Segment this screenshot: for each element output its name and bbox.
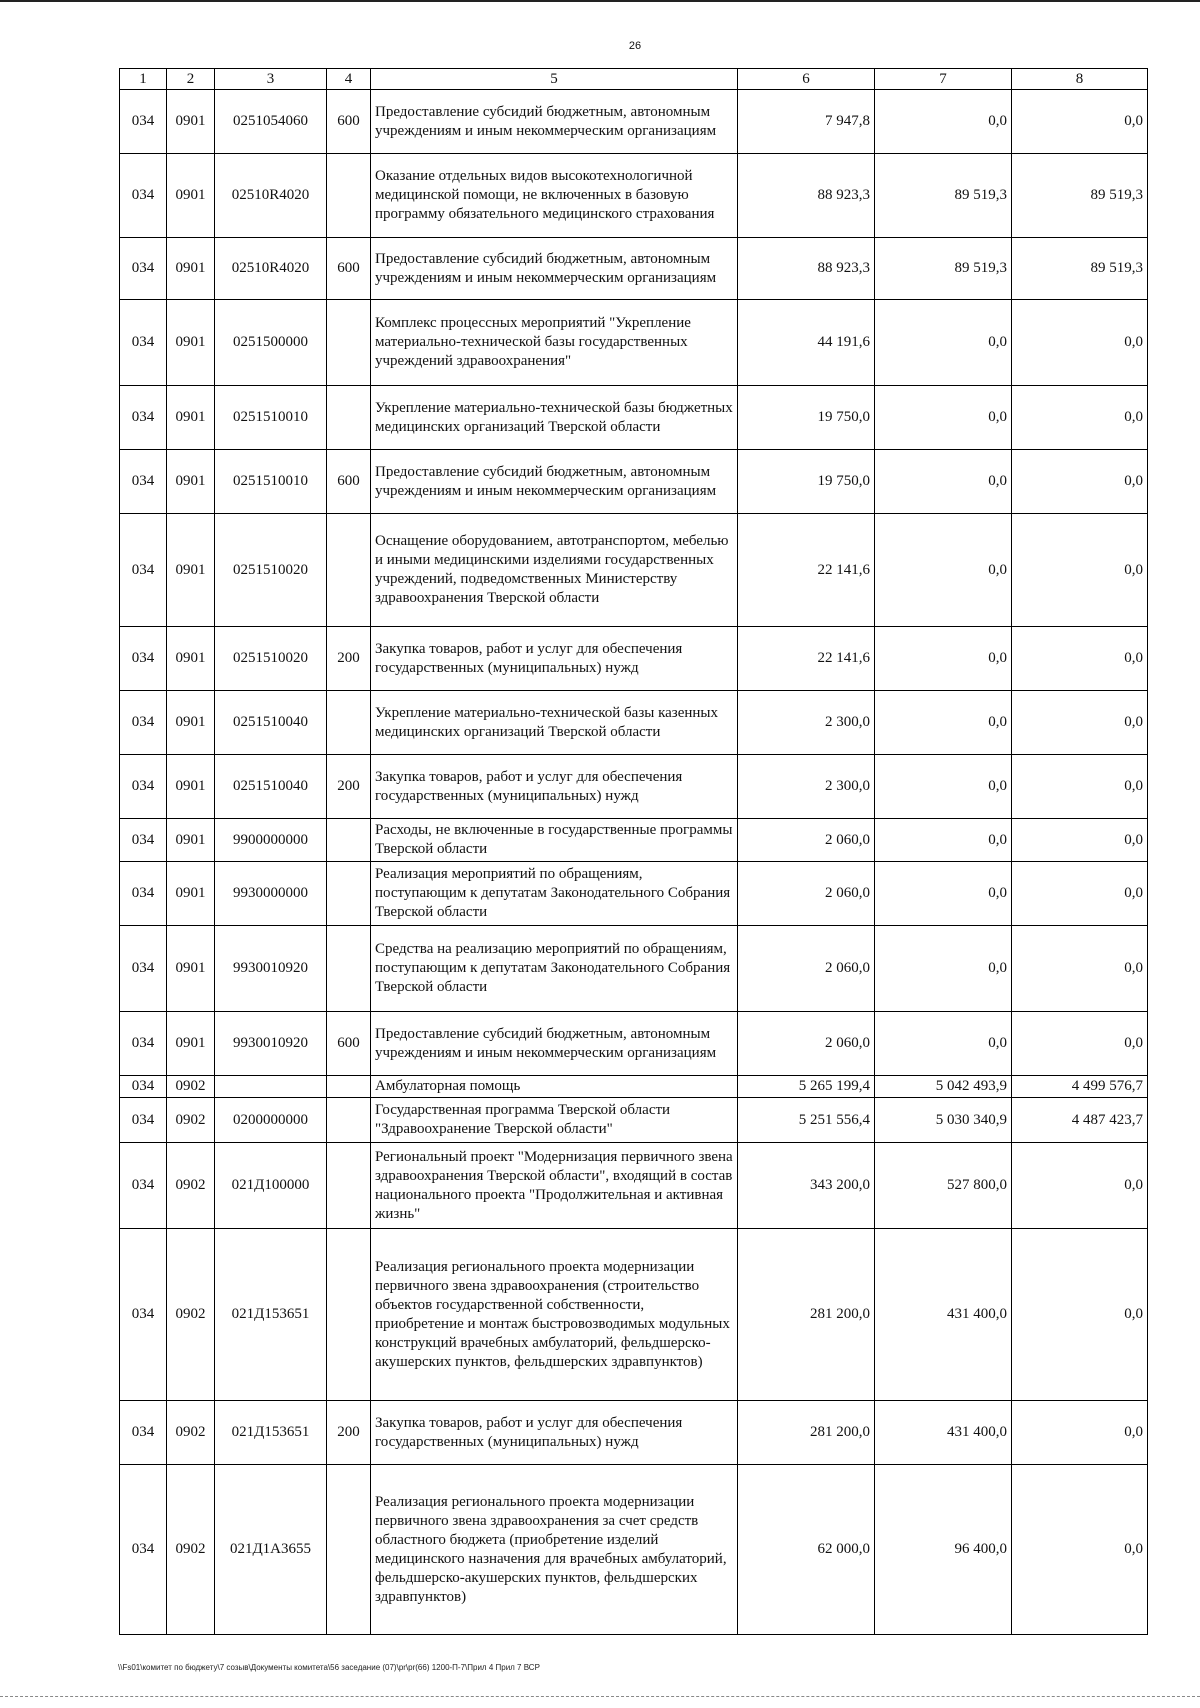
cell-description: Закупка товаров, работ и услуг для обеспечения государственных (муниципальных) нужд: [371, 1401, 738, 1465]
cell-admin-code: 034: [120, 1076, 167, 1098]
cell-description: Амбулаторная помощь: [371, 1076, 738, 1098]
cell-description: Комплекс процессных мероприятий "Укрепление материально-технической базы государственных учреждений здравоохранения": [371, 300, 738, 386]
cell-expense-type: 600: [327, 238, 371, 300]
cell-expense-type: 200: [327, 627, 371, 691]
cell-amount-col8: 0,0: [1012, 755, 1148, 819]
cell-amount-col7: 0,0: [875, 450, 1012, 514]
cell-target-article: 9900000000: [215, 819, 327, 862]
cell-description: Государственная программа Тверской области "Здравоохранение Тверской области": [371, 1098, 738, 1143]
budget-table: [119, 68, 1148, 1635]
cell-amount-col7: 431 400,0: [875, 1401, 1012, 1465]
cell-amount-col6: 19 750,0: [738, 386, 875, 450]
cell-description: Закупка товаров, работ и услуг для обеспечения государственных (муниципальных) нужд: [371, 627, 738, 691]
cell-amount-col7: 0,0: [875, 627, 1012, 691]
cell-expense-type: [327, 1465, 371, 1635]
cell-amount-col8: 0,0: [1012, 1012, 1148, 1076]
cell-description: Предоставление субсидий бюджетным, автономным учреждениям и иным некоммерческим организациям: [371, 1012, 738, 1076]
cell-target-article: 021Д100000: [215, 1143, 327, 1229]
cell-target-article: 0200000000: [215, 1098, 327, 1143]
cell-amount-col7: 527 800,0: [875, 1143, 1012, 1229]
cell-expense-type: [327, 386, 371, 450]
cell-amount-col8: 0,0: [1012, 450, 1148, 514]
cell-target-article: 0251510040: [215, 755, 327, 819]
cell-amount-col6: 5 251 556,4: [738, 1098, 875, 1143]
cell-amount-col6: 2 060,0: [738, 1012, 875, 1076]
cell-amount-col7: 0,0: [875, 862, 1012, 926]
cell-admin-code: 034: [120, 154, 167, 238]
cell-section-code: 0901: [167, 386, 215, 450]
cell-expense-type: [327, 862, 371, 926]
cell-description: Предоставление субсидий бюджетным, автономным учреждениям и иным некоммерческим организациям: [371, 90, 738, 154]
column-header: 2: [167, 69, 215, 90]
cell-admin-code: 034: [120, 926, 167, 1012]
column-header: 5: [371, 69, 738, 90]
cell-admin-code: 034: [120, 300, 167, 386]
cell-section-code: 0901: [167, 450, 215, 514]
cell-amount-col6: 22 141,6: [738, 514, 875, 627]
file-path-footer: \\Fs01\комитет по бюджету\7 созыв\Документы комитета\56 заседание (07)\pr\pr(66) 1200-П-7\Прил 4 Прил 7 ВСР: [118, 1663, 540, 1672]
column-header: 7: [875, 69, 1012, 90]
cell-admin-code: 034: [120, 1143, 167, 1229]
cell-section-code: 0901: [167, 926, 215, 1012]
cell-target-article: 0251510010: [215, 450, 327, 514]
cell-amount-col6: 2 060,0: [738, 819, 875, 862]
column-header: 8: [1012, 69, 1148, 90]
cell-target-article: 0251054060: [215, 90, 327, 154]
cell-amount-col6: 88 923,3: [738, 238, 875, 300]
cell-amount-col6: 62 000,0: [738, 1465, 875, 1635]
cell-admin-code: 034: [120, 755, 167, 819]
cell-expense-type: [327, 926, 371, 1012]
cell-amount-col8: 0,0: [1012, 926, 1148, 1012]
cell-amount-col8: 0,0: [1012, 514, 1148, 627]
cell-amount-col7: 0,0: [875, 691, 1012, 755]
cell-amount-col7: 5 042 493,9: [875, 1076, 1012, 1098]
cell-amount-col6: 19 750,0: [738, 450, 875, 514]
cell-amount-col7: 0,0: [875, 819, 1012, 862]
cell-amount-col6: 44 191,6: [738, 300, 875, 386]
cell-description: Укрепление материально-технической базы бюджетных медицинских организаций Тверской области: [371, 386, 738, 450]
cell-target-article: 021Д153651: [215, 1229, 327, 1401]
cell-amount-col7: 0,0: [875, 755, 1012, 819]
column-header: 4: [327, 69, 371, 90]
cell-amount-col7: 96 400,0: [875, 1465, 1012, 1635]
cell-amount-col8: 0,0: [1012, 819, 1148, 862]
cell-amount-col7: 5 030 340,9: [875, 1098, 1012, 1143]
cell-description: Оказание отдельных видов высокотехнологичной медицинской помощи, не включенных в базовую программу обязательного медицинского страхования: [371, 154, 738, 238]
cell-amount-col8: 0,0: [1012, 691, 1148, 755]
cell-amount-col8: 4 487 423,7: [1012, 1098, 1148, 1143]
cell-expense-type: 600: [327, 1012, 371, 1076]
column-header: 3: [215, 69, 327, 90]
cell-admin-code: 034: [120, 819, 167, 862]
cell-description: Региональный проект "Модернизация первичного звена здравоохранения Тверской области", входящий в состав национального проекта "Продолжительная и активная жизнь": [371, 1143, 738, 1229]
cell-expense-type: 200: [327, 755, 371, 819]
cell-section-code: 0901: [167, 755, 215, 819]
cell-amount-col6: 88 923,3: [738, 154, 875, 238]
cell-amount-col6: 2 060,0: [738, 926, 875, 1012]
cell-amount-col6: 2 060,0: [738, 862, 875, 926]
cell-expense-type: 600: [327, 450, 371, 514]
cell-amount-col7: 0,0: [875, 300, 1012, 386]
scan-bottom-edge: [0, 1696, 1200, 1698]
page-number: 26: [628, 40, 642, 52]
scan-top-edge: [0, 0, 1200, 2]
cell-description: Средства на реализацию мероприятий по обращениям, поступающим к депутатам Законодательного Собрания Тверской области: [371, 926, 738, 1012]
cell-amount-col8: 89 519,3: [1012, 154, 1148, 238]
table-row: [120, 300, 1148, 386]
table-row: [120, 1143, 1148, 1229]
cell-target-article: 0251510020: [215, 514, 327, 627]
cell-amount-col7: 0,0: [875, 926, 1012, 1012]
cell-amount-col7: 0,0: [875, 1012, 1012, 1076]
cell-expense-type: [327, 1229, 371, 1401]
cell-section-code: 0901: [167, 514, 215, 627]
cell-expense-type: [327, 300, 371, 386]
cell-section-code: 0902: [167, 1401, 215, 1465]
table-row: [120, 450, 1148, 514]
cell-description: Оснащение оборудованием, автотранспортом, мебелью и иными медицинскими изделиями государственных учреждений, подведомственных Министерству здравоохранения Тверской области: [371, 514, 738, 627]
cell-description: Закупка товаров, работ и услуг для обеспечения государственных (муниципальных) нужд: [371, 755, 738, 819]
cell-target-article: 021Д153651: [215, 1401, 327, 1465]
cell-expense-type: [327, 691, 371, 755]
table-row: [120, 627, 1148, 691]
cell-expense-type: 600: [327, 90, 371, 154]
cell-expense-type: 200: [327, 1401, 371, 1465]
table-row: [120, 1465, 1148, 1635]
cell-amount-col8: 0,0: [1012, 1401, 1148, 1465]
column-header: 1: [120, 69, 167, 90]
cell-amount-col8: 0,0: [1012, 1465, 1148, 1635]
table-row: [120, 238, 1148, 300]
cell-description: Реализация регионального проекта модернизации первичного звена здравоохранения (строительство объектов государственной собственности, приобретение и монтаж быстровозводимых модульных конструкций врачебных амбулаторий, фельдшерско-акушерских пунктов, фельдшерских здравпунктов): [371, 1229, 738, 1401]
cell-amount-col7: 89 519,3: [875, 154, 1012, 238]
cell-expense-type: [327, 1143, 371, 1229]
cell-amount-col8: 0,0: [1012, 1229, 1148, 1401]
table-row: [120, 1401, 1148, 1465]
table-row: [120, 386, 1148, 450]
cell-amount-col6: 343 200,0: [738, 1143, 875, 1229]
table-row: [120, 862, 1148, 926]
cell-amount-col7: 89 519,3: [875, 238, 1012, 300]
cell-amount-col7: 0,0: [875, 514, 1012, 627]
cell-amount-col8: 0,0: [1012, 1143, 1148, 1229]
table-row: [120, 514, 1148, 627]
table-row: [120, 1012, 1148, 1076]
table-row: [120, 1076, 1148, 1098]
cell-description: Расходы, не включенные в государственные программы Тверской области: [371, 819, 738, 862]
cell-section-code: 0901: [167, 627, 215, 691]
cell-target-article: 0251510020: [215, 627, 327, 691]
cell-admin-code: 034: [120, 90, 167, 154]
cell-section-code: 0901: [167, 819, 215, 862]
cell-expense-type: [327, 154, 371, 238]
cell-amount-col7: 0,0: [875, 386, 1012, 450]
cell-expense-type: [327, 819, 371, 862]
cell-admin-code: 034: [120, 1012, 167, 1076]
cell-section-code: 0902: [167, 1098, 215, 1143]
cell-admin-code: 034: [120, 691, 167, 755]
cell-target-article: 0251500000: [215, 300, 327, 386]
cell-target-article: 9930000000: [215, 862, 327, 926]
table-row: [120, 1229, 1148, 1401]
header-row: [120, 69, 1148, 90]
cell-section-code: 0901: [167, 154, 215, 238]
cell-amount-col6: 22 141,6: [738, 627, 875, 691]
cell-section-code: 0902: [167, 1229, 215, 1401]
cell-description: Предоставление субсидий бюджетным, автономным учреждениям и иным некоммерческим организациям: [371, 238, 738, 300]
cell-expense-type: [327, 514, 371, 627]
cell-target-article: 0251510010: [215, 386, 327, 450]
cell-amount-col6: 281 200,0: [738, 1229, 875, 1401]
cell-description: Реализация мероприятий по обращениям, поступающим к депутатам Законодательного Собрания Тверской области: [371, 862, 738, 926]
table-row: [120, 819, 1148, 862]
cell-amount-col6: 5 265 199,4: [738, 1076, 875, 1098]
cell-section-code: 0901: [167, 238, 215, 300]
table-row: [120, 691, 1148, 755]
cell-amount-col8: 0,0: [1012, 386, 1148, 450]
column-header: 6: [738, 69, 875, 90]
cell-amount-col8: 4 499 576,7: [1012, 1076, 1148, 1098]
cell-admin-code: 034: [120, 862, 167, 926]
cell-section-code: 0902: [167, 1076, 215, 1098]
cell-amount-col7: 431 400,0: [875, 1229, 1012, 1401]
cell-section-code: 0902: [167, 1465, 215, 1635]
cell-target-article: 9930010920: [215, 1012, 327, 1076]
cell-amount-col8: 0,0: [1012, 627, 1148, 691]
cell-admin-code: 034: [120, 1229, 167, 1401]
table-row: [120, 926, 1148, 1012]
cell-target-article: 02510R4020: [215, 238, 327, 300]
cell-amount-col7: 0,0: [875, 90, 1012, 154]
cell-description: Предоставление субсидий бюджетным, автономным учреждениям и иным некоммерческим организациям: [371, 450, 738, 514]
cell-section-code: 0901: [167, 300, 215, 386]
cell-admin-code: 034: [120, 627, 167, 691]
cell-amount-col8: 0,0: [1012, 90, 1148, 154]
cell-admin-code: 034: [120, 1401, 167, 1465]
cell-section-code: 0901: [167, 1012, 215, 1076]
cell-description: Укрепление материально-технической базы казенных медицинских организаций Тверской области: [371, 691, 738, 755]
cell-amount-col6: 2 300,0: [738, 691, 875, 755]
cell-section-code: 0901: [167, 90, 215, 154]
cell-section-code: 0902: [167, 1143, 215, 1229]
cell-description: Реализация регионального проекта модернизации первичного звена здравоохранения за счет средств областного бюджета (приобретение изделий медицинского назначения для врачебных амбулаторий, фельдшерско-акушерских пунктов, фельдшерских здравпунктов): [371, 1465, 738, 1635]
table-body: [120, 90, 1148, 1635]
table-row: [120, 154, 1148, 238]
cell-amount-col6: 2 300,0: [738, 755, 875, 819]
cell-admin-code: 034: [120, 514, 167, 627]
cell-amount-col8: 89 519,3: [1012, 238, 1148, 300]
table-row: [120, 90, 1148, 154]
cell-amount-col6: 281 200,0: [738, 1401, 875, 1465]
cell-target-article: 9930010920: [215, 926, 327, 1012]
cell-admin-code: 034: [120, 386, 167, 450]
cell-target-article: 0251510040: [215, 691, 327, 755]
cell-target-article: 021Д1А3655: [215, 1465, 327, 1635]
cell-amount-col8: 0,0: [1012, 300, 1148, 386]
cell-admin-code: 034: [120, 1098, 167, 1143]
cell-admin-code: 034: [120, 450, 167, 514]
cell-admin-code: 034: [120, 238, 167, 300]
table-row: [120, 1098, 1148, 1143]
cell-section-code: 0901: [167, 862, 215, 926]
cell-target-article: 02510R4020: [215, 154, 327, 238]
cell-target-article: [215, 1076, 327, 1098]
table-row: [120, 755, 1148, 819]
cell-section-code: 0901: [167, 691, 215, 755]
cell-admin-code: 034: [120, 1465, 167, 1635]
cell-expense-type: [327, 1098, 371, 1143]
cell-amount-col8: 0,0: [1012, 862, 1148, 926]
cell-amount-col6: 7 947,8: [738, 90, 875, 154]
cell-expense-type: [327, 1076, 371, 1098]
